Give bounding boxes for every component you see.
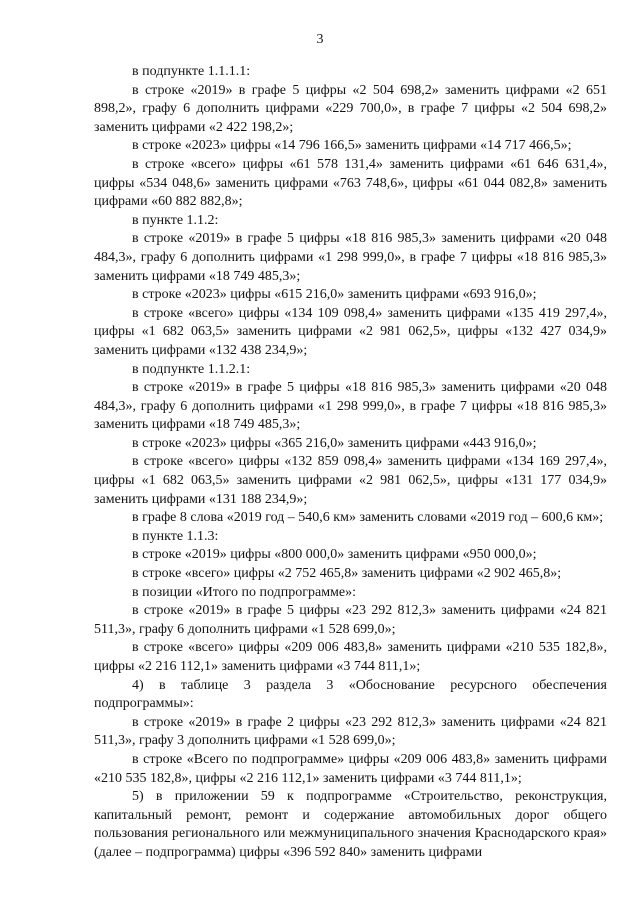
paragraph: в строке «2019» в графе 5 цифры «18 816 985,3» заменить цифрами «20 048 484,3», графу 6 дополнить цифрами «1 298 999,0», в графе 7 цифры «18 816 985,3» заменить цифрами «18 749 485,3»; bbox=[94, 380, 607, 433]
paragraph: в строке «2019» в графе 5 цифры «18 816 985,3» заменить цифрами «20 048 484,3», графу 6 дополнить цифрами «1 298 999,0», в графе 7 цифры «18 816 985,3» заменить цифрами «18 749 485,3»; bbox=[94, 231, 607, 284]
paragraph: в строке «2023» цифры «615 216,0» заменить цифрами «693 916,0»; bbox=[132, 287, 537, 303]
paragraph: в строке «всего» цифры «2 752 465,8» заменить цифрами «2 902 465,8»; bbox=[132, 566, 562, 582]
paragraph: 4) в таблице 3 раздела 3 «Обоснование ресурсного обеспечения подпрограммы»: bbox=[94, 677, 607, 712]
paragraph: в строке «Всего по подпрограмме» цифры «209 006 483,8» заменить цифрами «210 535 182,8», цифры «2 216 112,1» заменить цифрами «3 744 811,1»; bbox=[94, 751, 607, 786]
paragraph: в позиции «Итого по подпрограмме»: bbox=[132, 584, 357, 600]
paragraph: в подпункте 1.1.2.1: bbox=[132, 361, 251, 377]
paragraph: в подпункте 1.1.1.1: bbox=[132, 64, 251, 79]
paragraph: в строке «2023» цифры «14 796 166,5» заменить цифрами «14 717 466,5»; bbox=[132, 138, 572, 154]
paragraph: в строке «2019» цифры «800 000,0» заменить цифрами «950 000,0»; bbox=[132, 547, 537, 563]
page-number: 3 bbox=[316, 32, 324, 47]
paragraph: в графе 8 слова «2019 год – 540,6 км» заменить словами «2019 год – 600,6 км»; bbox=[132, 510, 604, 526]
paragraph: 5) в приложении 59 к подпрограмме «Строительство, реконструкция, капитальный ремонт, ремонт и содержание автомобильных дорог общего пользования регионального или межмуниципального значения Краснодарского края» (далее – подпрограмма) цифры «396 592 840» заменить цифрами bbox=[94, 789, 607, 860]
paragraph: в строке «всего» цифры «134 109 098,4» заменить цифрами «135 419 297,4», цифры «1 682 063,5» заменить цифрами «2 981 062,5», цифры «132 427 034,9» заменить цифрами «132 438 234,9»; bbox=[94, 305, 607, 358]
document-body bbox=[94, 63, 607, 863]
paragraph: в строке «2023» цифры «365 216,0» заменить цифрами «443 916,0»; bbox=[132, 435, 537, 451]
paragraph: в пункте 1.1.3: bbox=[132, 528, 219, 544]
paragraph: в строке «2019» в графе 5 цифры «2 504 698,2» заменить цифрами «2 651 898,2», графу 6 дополнить цифрами «229 700,0», в графе 7 цифры «2 504 698,2» заменить цифрами «2 422 198,2»; bbox=[94, 82, 607, 135]
paragraph: в строке «2019» в графе 2 цифры «23 292 812,3» заменить цифрами «24 821 511,3», графу 3 дополнить цифрами «1 528 699,0»; bbox=[94, 714, 607, 749]
paragraph: в пункте 1.1.2: bbox=[132, 212, 219, 228]
paragraph: в строке «всего» цифры «209 006 483,8» заменить цифрами «210 535 182,8», цифры «2 216 112,1» заменить цифрами «3 744 811,1»; bbox=[94, 640, 607, 674]
paragraph: в строке «всего» цифры «61 578 131,4» заменить цифрами «61 646 631,4», цифры «534 048,6» заменить цифрами «763 748,6», цифры «61 044 082,8» заменить цифрами «60 882 882,8»; bbox=[94, 156, 607, 210]
paragraph: в строке «2019» в графе 5 цифры «23 292 812,3» заменить цифрами «24 821 511,3», графу 6 дополнить цифрами «1 528 699,0»; bbox=[94, 603, 607, 637]
paragraph: в строке «всего» цифры «132 859 098,4» заменить цифрами «134 169 297,4», цифры «1 682 063,5» заменить цифрами «2 981 062,5», цифры «131 177 034,9» заменить цифрами «131 188 234,9»; bbox=[94, 454, 607, 507]
